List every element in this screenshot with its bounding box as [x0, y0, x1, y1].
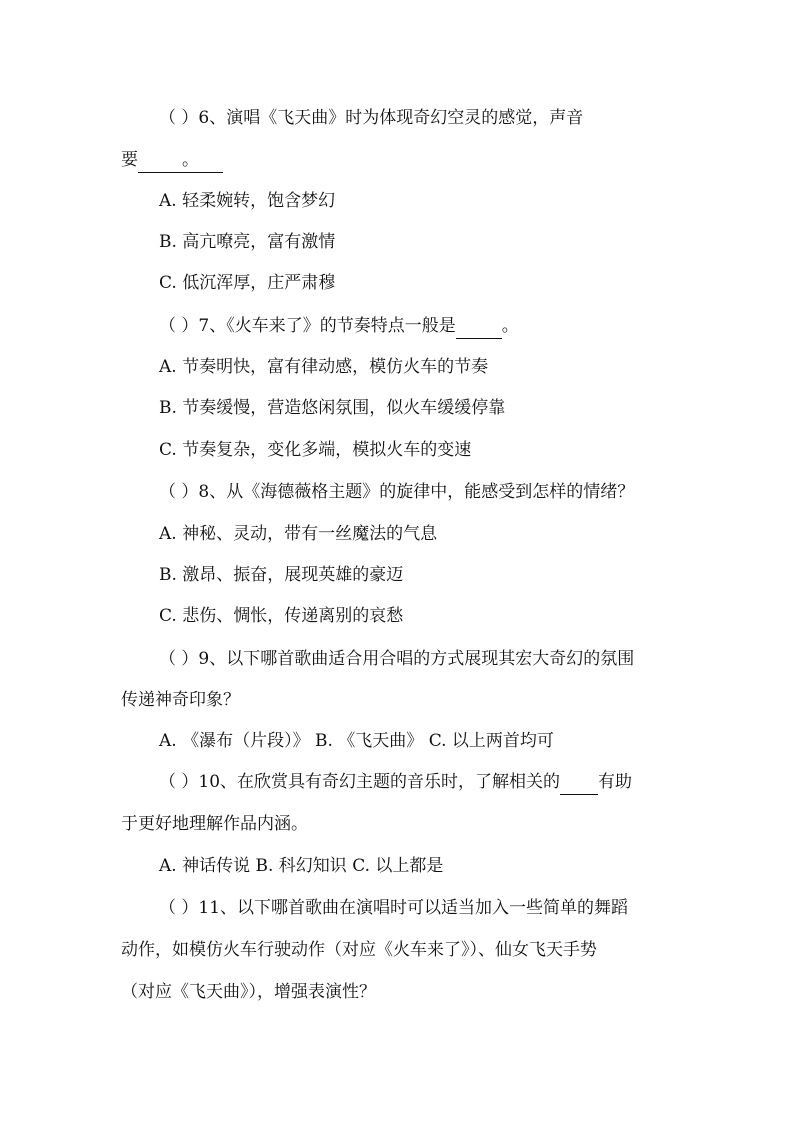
- question-6-stem-line-2: [121, 148, 223, 173]
- answer-blank: [138, 148, 182, 173]
- question-8-option-b: B. 激昂、振奋，展现英雄的豪迈: [159, 565, 404, 585]
- question-11-stem-line-1: （ ）11、以下哪首歌曲在演唱时可以适当加入一些简单的舞蹈: [159, 898, 629, 918]
- question-10-stem-line-2: 于更好地理解作品内涵。: [121, 814, 308, 834]
- question-7-prefix: （ ）7、《火车来了》的节奏特点一般是: [159, 316, 456, 336]
- question-11-stem-line-3: （对应《飞天曲》），增强表演性？: [121, 982, 376, 1002]
- question-6-prefix: 要: [121, 150, 138, 170]
- question-8-stem: （ ）8、从《海德薇格主题》的旋律中，能感受到怎样的情绪？: [159, 482, 635, 502]
- question-7-option-c: C. 节奏复杂，变化多端，模拟火车的变速: [159, 440, 472, 460]
- question-6-option-a: A. 轻柔婉转，饱含梦幻: [159, 191, 336, 211]
- question-8-option-a: A. 神秘、灵动，带有一丝魔法的气息: [159, 524, 438, 544]
- question-10-suffix: 有助: [598, 772, 633, 792]
- question-9-stem-line-1: （ ）9、以下哪首歌曲适合用合唱的方式展现其宏大奇幻的氛围: [159, 649, 635, 669]
- question-7-option-b: B. 节奏缓慢，营造悠闲氛围，似火车缓缓停靠: [159, 398, 506, 418]
- question-10-options: A. 神话传说 B. 科幻知识 C. 以上都是: [159, 856, 444, 876]
- question-9-options: A. 《瀑布（片段）》 B. 《飞天曲》 C. 以上两首均可: [159, 731, 554, 751]
- answer-blank: [560, 770, 598, 795]
- question-8-option-c: C. 悲伤、惆怅，传递离别的哀愁: [159, 606, 404, 626]
- question-6-suffix: 。: [182, 148, 199, 173]
- answer-blank: [456, 314, 502, 339]
- question-6-stem-line-1: （ ）6、演唱《飞天曲》时为体现奇幻空灵的感觉，声音: [159, 108, 584, 128]
- answer-blank-tail: [199, 148, 223, 173]
- question-7-suffix: 。: [501, 316, 519, 336]
- question-6-option-c: C. 低沉浑厚，庄严肃穆: [159, 273, 336, 293]
- question-7-stem: [159, 314, 519, 339]
- question-10-prefix: （ ）10、在欣赏具有奇幻主题的音乐时，了解相关的: [159, 772, 561, 792]
- question-6-option-b: B. 高亢嘹亮，富有激情: [159, 232, 336, 252]
- question-10-stem-line-1: [159, 770, 632, 795]
- question-7-option-a: A. 节奏明快，富有律动感，模仿火车的节奏: [159, 357, 489, 377]
- question-11-stem-line-2: 动作，如模仿火车行驶动作（对应《火车来了》）、仙女飞天手势: [121, 940, 597, 960]
- question-9-stem-line-2: 传递神奇印象？: [121, 690, 240, 710]
